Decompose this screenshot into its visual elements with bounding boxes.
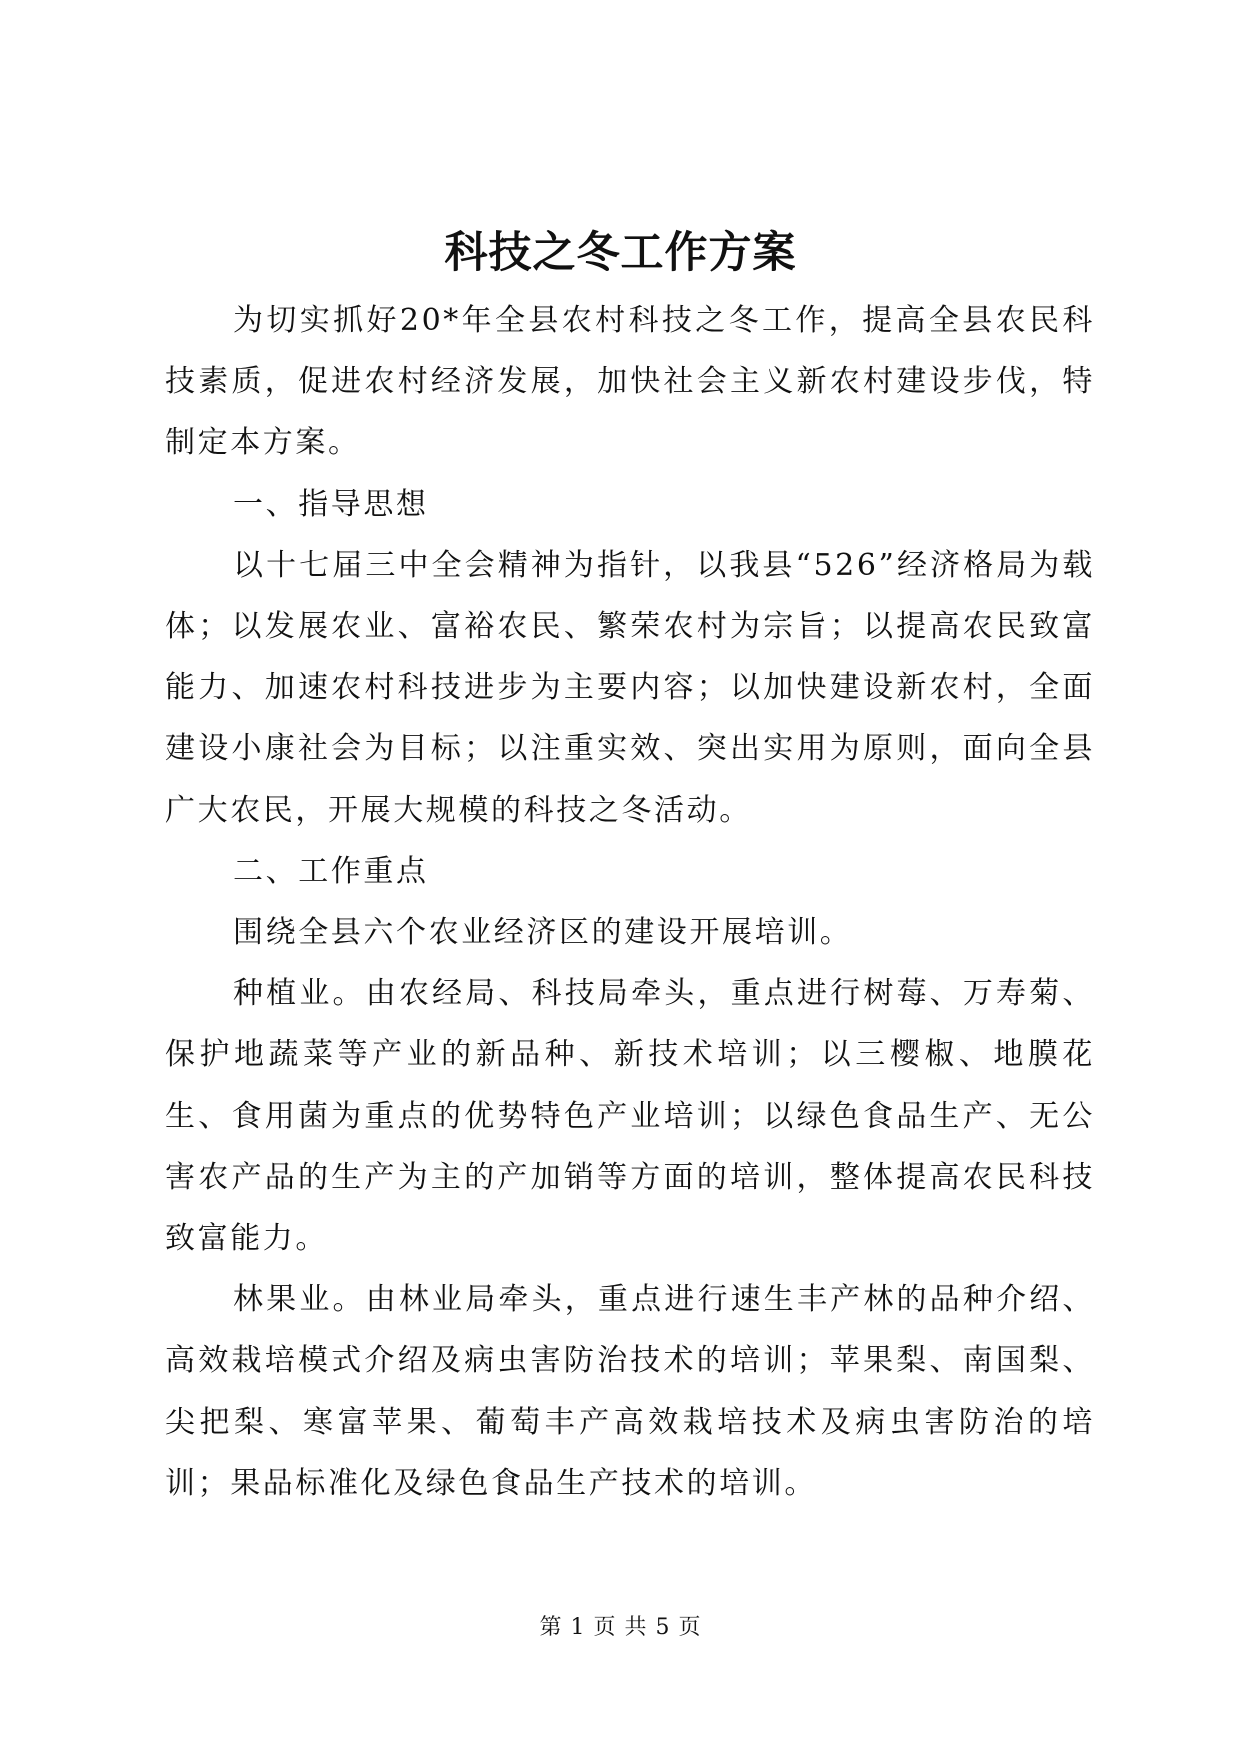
paragraph-forestry-fruit: 林果业。由林业局牵头，重点进行速生丰产林的品种介绍、高效栽培模式介绍及病虫害防治技术的培训；苹果梨、南国梨、尖把梨、寒富苹果、葡萄丰产高效栽培技术及病虫害防治的培训；果品标准化及绿色食品生产技术的培训。 (165, 1282, 1095, 1501)
heading-guiding-ideology: 一、指导思想 (233, 486, 429, 522)
paragraph-planting: 种植业。由农经局、科技局牵头，重点进行树莓、万寿菊、保护地蔬菜等产业的新品种、新技术培训；以三樱椒、地膜花生、食用菌为重点的优势特色产业培训；以绿色食品生产、无公害农产品的生产为主的产加销等方面的培训，整体提高农民科技致富能力。 (165, 976, 1095, 1257)
document-body (165, 290, 1095, 1514)
paragraph-guiding-ideology: 以十七届三中全会精神为指针，以我县“526”经济格局为载体；以发展农业、富裕农民、繁荣农村为宗旨；以提高农民致富能力、加速农村科技进步为主要内容；以加快建设新农村，全面建设小康社会为目标；以注重实效、突出实用为原则，面向全县广大农民，开展大规模的科技之冬活动。 (165, 547, 1095, 828)
paragraph-training-scope: 围绕全县六个农业经济区的建设开展培训。 (233, 915, 853, 951)
paragraph-intro: 为切实抓好20*年全县农村科技之冬工作，提高全县农民科技素质，促进农村经济发展，加快社会主义新农村建设步伐，特制定本方案。 (165, 303, 1095, 461)
heading-work-focus: 二、工作重点 (233, 853, 429, 889)
document-title: 科技之冬工作方案 (444, 228, 797, 278)
page-number: 第 1 页 共 5 页 (539, 1615, 702, 1640)
